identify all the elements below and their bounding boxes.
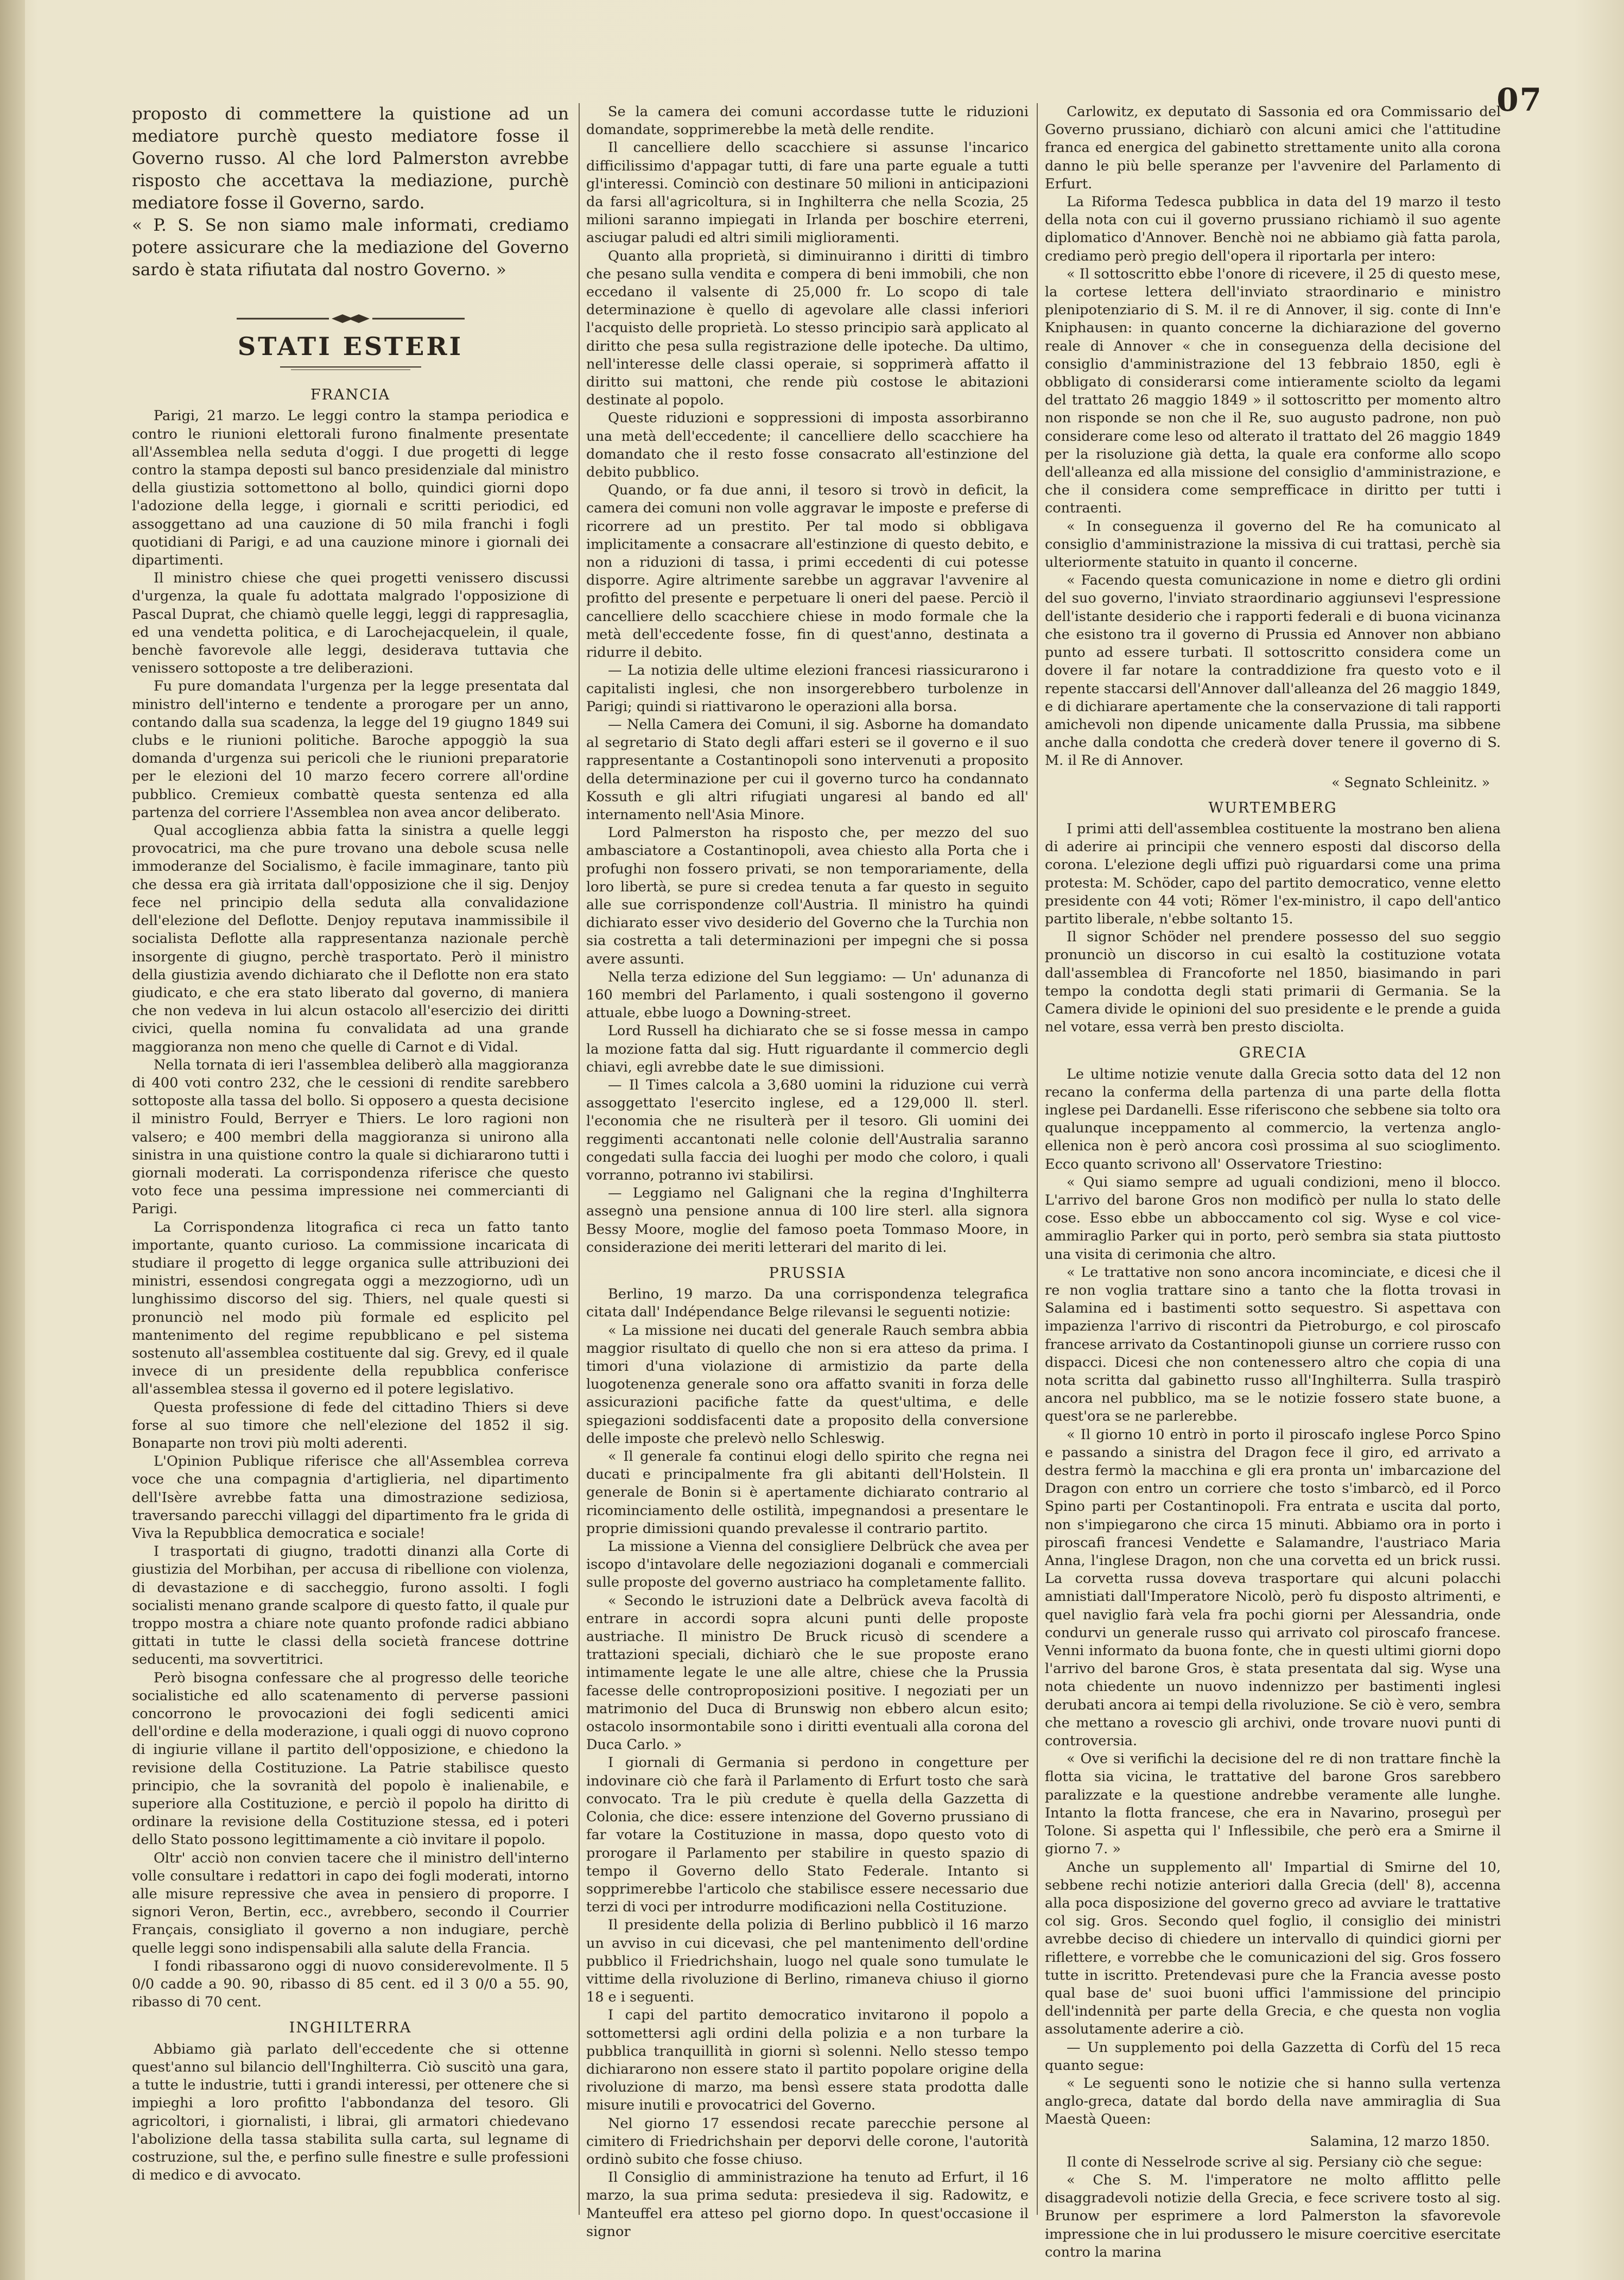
paragraph: « P. S. Se non siamo male informati, crediamo potere assicurare che la mediazione del Governo sardo è stata rifiutata dal nostro Governo. » — [132, 216, 569, 280]
paragraph: I fondi ribassarono oggi di nuovo considerevolmente. Il 5 0/0 cadde a 90. 90, ribasso di 85 cent. ed il 3 0/0 a 55. 90, ribasso di 70 cent. — [132, 1958, 569, 2011]
paragraph: Il presidente della polizia di Berlino pubblicò il 16 marzo un avviso in cui dicevasi, che pel mantenimento dell'ordine pubblico il Friedrichshain, luogo nel quale sono tumulate le vittime della rivoluzione di Berlino, rimaneva chiuso il giorno 18 e i seguenti. — [586, 1917, 1029, 2006]
paragraph: L'Opinion Publique riferisce che all'Assemblea correva voce che una compagnia d'artiglieria, nel dipartimento dell'Isère avrebbe fatta una dimostrazione sediziosa, traversando parecchi villaggi del dipartimento fra le grida di Viva la Repubblica democratica e sociale! — [132, 1453, 569, 1542]
paragraph: Se la camera dei comuni accordasse tutte le riduzioni domandate, sopprimerebbe la metà delle rendite. — [586, 104, 1029, 138]
paragraph: Il cancelliere dello scacchiere si assunse l'incarico difficilissimo d'appagar tutti, di fare una parte eguale a tutti gl'interessi. Cominciò con destinare 50 milioni in anticipazioni da farsi all'agricoltura, si in Inghilterra che nella Scozia, 25 milioni saranno impiegati in Irlanda per boschire eterreni, asciugar paludi ed altri simili miglioramenti. — [586, 140, 1029, 246]
paragraph: Abbiamo già parlato dell'eccedente che si ottenne quest'anno sul bilancio dell'Inghilterra. Ciò suscitò una gara, a tutte le industrie, tutti i grandi interessi, per ottenere che si impieghi a loro profitto l'abbondanza del tesoro. Gli agricoltori, i giornalisti, i librai, gli armatori chiedevano l'abolizione della tassa stabilita sulla carta, sul legname di costruzione, sul the, e perfino sulle finestre e sulle professioni di medico e di avvocato. — [132, 2041, 569, 2184]
dateline: Salamina, 12 marzo 1850. — [1310, 2133, 1490, 2149]
paragraph: Il Consiglio di amministrazione ha tenuto ad Erfurt, il 16 marzo, la sua prima seduta: presiedeva il sig. Radowitz, e Manteuffel era atteso pel giorno dopo. In quest'occasione il signor — [586, 2169, 1029, 2240]
paragraph: — Un supplemento poi della Gazzetta di Corfù del 15 reca quanto segue: — [1045, 2039, 1501, 2074]
paragraph: La Corrispondenza litografica ci reca un fatto tanto importante, quanto curioso. La commissione incaricata di studiare il progetto di legge organica sulle attribuzioni dei ministri, essendosi congregata oggi a mezzogiorno, udì un lunghissimo discorso del sig. Thiers, nel quale questi si pronunciò nel modo più formale ed esplicito pel mantenimento del regime repubblicano e pel sistema sostenuto all'assemblea costituente dal sig. Grevy, ed il quale invece di un presidente della repubblica conferisce all'assemblea stessa il governo ed il potere legislativo. — [132, 1219, 569, 1398]
paragraph: « Le seguenti sono le notizie che si hanno sulla vertenza anglo-greca, datate dal bordo della nave ammiraglia di Sua Maestà Queen: — [1045, 2075, 1501, 2128]
ornamental-rule — [237, 313, 465, 325]
paragraph: Lord Palmerston ha risposto che, per mezzo del suo ambasciatore a Costantinopoli, avea chiesto alla Porta che i profughi non fossero privati, se non temporariamente, della loro libertà, se pure si credea tenuta a far questo in seguito alle sue corrispondenze coll'Austria. Il ministro ha quindi dichiarato esser vivo desiderio del Governo che la Turchia non sia costretta a tali determinazioni per impegni che si possa avere assunti. — [586, 825, 1029, 967]
paragraph: La missione a Vienna del consigliere Delbrück che avea per iscopo d'intavolare delle negoziazioni doganali e commerciali sulle proposte del governo austriaco ha completamente fallito. — [586, 1538, 1029, 1591]
column-left — [132, 103, 569, 2220]
paragraph: « Il generale fa continui elogi dello spirito che regna nei ducati e principalmente fra gli abitanti dell'Holstein. Il generale de Bonin si è apertamente dichiarato contrario al ricominciamento delle ostilità, impegnandosi a presentare le proprie dimissioni quando prevalesse il contrario partito. — [586, 1448, 1029, 1537]
signature: « Segnato Schleinitz. » — [1331, 774, 1490, 790]
section-heading-france: FRANCIA — [310, 387, 390, 404]
paragraph: Il signor Schöder nel prendere possesso del suo seggio pronunciò un discorso in cui esaltò la costituzione votata dall'assemblea di Francoforte nel 1850, biasimando in pari tempo la condotta degli stati primarii di Germania. Se la Camera divide le opinioni del suo presidente e le prende a guida nel votare, essa verrà ben presto disciolta. — [1045, 929, 1501, 1036]
paragraph: Questa professione di fede del cittadino Thiers si deve forse al suo timore che nell'elezione del 1852 il sig. Bonaparte non trovi più molti aderenti. — [132, 1399, 569, 1452]
section-heading-wurtemberg: WURTEMBERG — [1208, 799, 1337, 816]
lead-text — [132, 103, 569, 281]
paragraph: Queste riduzioni e soppressioni di imposta assorbiranno una metà dell'eccedente; il cancelliere dello scacchiere ha domandato che il resto fosse consacrato all'estinzione del debito pubblico. — [586, 410, 1029, 481]
paragraph: « In conseguenza il governo del Re ha comunicato al consiglio d'amministrazione la missiva di cui trattasi, perchè sia ulteriormente statuito in quanto il concerne. — [1045, 518, 1501, 571]
column-divider — [579, 103, 580, 2215]
paragraph: Il conte di Nesselrode scrive al sig. Persiany ciò che segue: — [1067, 2154, 1482, 2170]
paragraph: Nella tornata di ieri l'assemblea deliberò alla maggioranza di 400 voti contro 232, che le cessioni di rendite sarebbero sottoposte alla tassa del bollo. Si opposero a questa decisione il ministro Fould, Berryer e Thiers. Le loro ragioni non valsero; e 400 membri della maggioranza si unirono alla sinistra in una quistione contro la quale si dichiararono tutti i giornali moderati. La corrispondenza riferisce che questo voto fece una pessima impressione nei commercianti di Parigi. — [132, 1056, 569, 1218]
paragraph: Lord Russell ha dichiarato che se si fosse messa in campo la mozione fatta dal sig. Hutt riguardante il commercio degli chiavi, egli avrebbe date le sue dimissioni. — [586, 1023, 1029, 1075]
paragraph: I primi atti dell'assemblea costituente la mostrano ben aliena di aderire ai principii che vennero esposti dal discorso della corona. L'elezione degli uffizi può riguardarsi come una prima protesta: M. Schöder, capo del partito democratico, venne eletto presidente con 44 voti; Römer l'ex-ministro, il capo dell'antico partito liberale, n'ebbe soltanto 15. — [1045, 820, 1501, 927]
column-middle — [586, 103, 1029, 2240]
paragraph: — La notizia delle ultime elezioni francesi riassicurarono i capitalisti inglesi, che non insorgerebbero turbolenze in Parigi; quindi si riattivarono le operazioni alla borsa. — [586, 662, 1029, 715]
paragraph: I trasportati di giugno, tradotti dinanzi alla Corte di giustizia del Morbihan, per accusa di ribellione con violenza, di devastazione e di saccheggio, furono assolti. I fogli socialisti menano grande scalpore di questo fatto, il quale pur troppo mostra a chiare note quanto profonde radici abbiano gittati in tutte le classi della società francese dottrine seducenti, ma sovvertitrici. — [132, 1543, 569, 1668]
paragraph: Nella terza edizione del Sun leggiamo: — Un' adunanza di 160 membri del Parlamento, i quali sostengono il governo attuale, ebbe luogo a Downing-street. — [586, 968, 1029, 1022]
paragraph: — Nella Camera dei Comuni, il sig. Asborne ha domandato al segretario di Stato degli affari esteri se il governo e il suo rappresentante a Costantinopoli sono intervenuti a proposito della determinazione per cui il governo turco ha condannato Kossuth e gli altri rifugiati ungaresi al bando ed all' internamento nell'Asia Minore. — [586, 716, 1029, 823]
section-heading-greece: GRECIA — [1239, 1044, 1307, 1062]
page-number: 07 — [1496, 81, 1543, 118]
paragraph: « Il giorno 10 entrò in porto il piroscafo inglese Porco Spino e passando a sinistra del Dragon fece il giro, ed arrivato a destra fermò la macchina e gli era pronta un' imbarcazione del Dragon con entro un corriere che tosto s'imbarcò, ed il Porco Spino parti per Costantinopoli. Fra entrata e uscita dal porto, non s'impiegarono che circa 15 minuti. Abbiamo ora in porto i piroscafi francesi Vendette e Salamandre, l'austriaco Maria Anna, l'inglese Dragon, non che una corvetta ed un brick russi. La corvetta russa doveva trasportare qui alcuni polacchi amnistiati dall'Imperatore Nicolò, però fu disposto altrimenti, e quel naviglio farà vela fra pochi giorni per Alessandria, onde condurvi un generale russo qui arrivato col piroscafo francese. Venni informato da buona fonte, che in questi ultimi giorni dopo l'arrivo del barone Gros, è stata presentata dal sig. Wyse una nota chiedente un nuovo indennizzo per bastimenti inglesi derubati ancora ai tempi della rivoluzione. Se ciò è vero, sembra che mettano a rovescio gli archivi, onde trovare nuovi punti di controversia. — [1045, 1426, 1501, 1750]
title-underline — [280, 365, 421, 371]
paragraph: « Il sottoscritto ebbe l'onore di ricevere, il 25 di questo mese, la cortese lettera dell'inviato straordinario e ministro plenipotenziario di S. M. il re di Annover, il sig. conte di Inn'e Kniphausen: in quanto concerne la dichiarazione del governo reale di Annover « che in conseguenza della decisione del consiglio d'amministrazione del 13 febbraio 1850, egli è obbligato di considerarsi come intieramente sciolto da legami del trattato 26 maggio 1849 » il sottoscritto per momento altro non risponde se non che il Re, suo augusto padrone, non può considerare come leso od alterato il trattato del 26 maggio 1849 per la risoluzione già detta, la quale era conforme allo scopo dell'alleanza ed alla missione del consiglio d'amministrazione, e che il considera come semprefficace in diritto per tutti i contraenti. — [1045, 265, 1501, 517]
paragraph: Il ministro chiese che quei progetti venissero discussi d'urgenza, la quale fu adottata malgrado l'opposizione di Pascal Duprat, che chiamò quelle leggi, leggi di rappresaglia, ed una vendetta politica, e di Larochejacquelein, il quale, benchè favorevole alle leggi, desiderava tuttavia che venissero sottoposte a tre deliberazioni. — [132, 570, 569, 677]
paragraph: Carlowitz, ex deputato di Sassonia ed ora Commissario del Governo prussiano, dichiarò con alcuni amici che l'attitudine franca ed energica del gabinetto strettamente unito alla corona danno le più belle speranze per l'avvenire del Parlamento di Erfurt. — [1045, 104, 1501, 192]
column-divider — [1037, 103, 1038, 2215]
paragraph: Qual accoglienza abbia fatta la sinistra a quelle leggi provocatrici, ma che pure trovano una debole scusa nelle immoderanze del Socialismo, è facile immaginare, tanto più che dessa era già irritata dall'opposizione che il sig. Denjoy fece nel principio della seduta alla convalidazione dell'elezione del Deflotte. Denjoy reputava inammissibile il socialista Deflotte alla rappresentanza nazionale perchè insorgente di giugno, perchè trasportato. Però il ministro della giustizia avendo dichiarato che il Deflotte non era stato giudicato, e che era stato liberato dal governo, di maniera che non vedeva in lui alcun ostacolo all'esercizio dei diritti civici, quella nomina fu convalidata ad una grande maggioranza non meno che quelle di Carnot e di Vidal. — [132, 822, 569, 1055]
section-heading-england: INGHILTERRA — [289, 2019, 412, 2037]
paragraph: Quando, or fa due anni, il tesoro si trovò in deficit, la camera dei comuni non volle aggravar le imposte e preferse di ricorrere ad un prestito. Per tal modo si obbligava implicitamente a consacrare all'estinzione di questo debito, e non a riduzioni di tassa, i primi eccedenti di cui potesse disporre. Agire altrimente sarebbe un aggravar l'avvenire al profitto del presente e perpetuare li oneri del paese. Perciò il cancelliere dello scacchiere chiese in modo formale che la metà dell'eccedente fosse, fin di quest'anno, destinata a ridurre il debito. — [586, 482, 1029, 661]
paragraph: — Leggiamo nel Galignani che la regina d'Inghilterra assegnò una pensione annua di 100 lire sterl. alla signora Bessy Moore, moglie del famoso poeta Tommaso Moore, in considerazione dei meriti letterari del marito di lei. — [586, 1185, 1029, 1256]
paragraph: « Secondo le istruzioni date a Delbrück aveva facoltà di entrare in accordi sopra alcuni punti delle proposte austriache. Il ministro De Bruck ricusò di scendere a trattazioni speciali, dichiarò che le sue proposte erano intimamente legate le une alle altre, chiese che la Prussia facesse delle controproposizioni positive. I negoziati per un matrimonio del Duca di Brunswig non ebbero alcun esito; ostacolo insormontabile sono i diritti eventuali alla corona del Duca Carlo. » — [586, 1592, 1029, 1753]
paragraph: proposto di commettere la quistione ad un mediatore purchè questo mediatore fosse il Governo russo. Al che lord Palmerston avrebbe risposto che accettava la mediazione, purchè mediatore fosse il Governo, sardo. — [132, 104, 569, 213]
column-right — [1045, 103, 1501, 2260]
paragraph: I giornali di Germania si perdono in congetture per indovinare ciò che farà il Parlamento di Erfurt tosto che sarà convocato. Tra le più credute è quella della Gazzetta di Colonia, che dice: essere intenzione del Governo prussiano di far votare la Costituzione in massa, dopo questo voto di prorogare il Parlamento per stabilire in questo spazio di tempo il Governo dello Stato Federale. Intanto si sopprimerebbe l'articolo che stabilisce essere necessario due terzi di voci per introdurre modificazioni nella Costituzione. — [586, 1755, 1029, 1916]
paragraph: Anche un supplemento all' Impartial di Smirne del 10, sebbene rechi notizie anteriori dalla Grecia (dell' 8), accenna alla poca disposizione del governo greco ad avviare le trattative col sig. Gros. Secondo quel foglio, il consiglio dei ministri avrebbe deciso di chiedere un intervallo di quindici giorni per riflettere, e vorrebbe che le comunicazioni del sig. Gros fossero tutte in iscritto. Pretendevasi pure che la Francia avesse posto qual base de' suoi buoni uffici l'ammissione del principio dell'indennità per parte della Grecia, e che questa non voglia assolutamente aderire a ciò. — [1045, 1859, 1501, 2038]
paragraph: « Le trattative non sono ancora incominciate, e dicesi che il re non voglia trattare sino a tanto che la flotta trovasi in Salamina ed i bastimenti sotto sequestro. Si aspettava con impazienza l'arrivo di riscontri da Pietroburgo, e col piroscafo francese arrivato da Costantinopoli giunse un corriere russo con dispacci. Dicesi che non contenessero altro che copia di una nota scritta dal gabinetto russo all'Inghilterra. Sulla traspirò ancora nel pubblico, ma se le notizie fossero state buone, a quest'ora se ne parlerebbe. — [1045, 1264, 1501, 1425]
paragraph: « Ove si verifichi la decisione del re di non trattare finchè la flotta sia vicina, le trattative del barone Gros sarebbero paralizzate e la questione andrebbe veramente alle lunghe. Intanto la flotta francese, che era in Navarino, proseguì per Tolone. Si aspetta qui l' Inflessibile, che però era a Smirne il giorno 7. » — [1045, 1751, 1501, 1858]
paragraph: Oltr' acciò non convien tacere che il ministro dell'interno volle consultare i redattori in capo dei fogli moderati, intorno alle misure repressive che avea in pensiero di proporre. I signori Veron, Bertin, ecc., avrebbero, secondo il Courrier Français, consigliato il governo a non indugiare, perchè quelle leggi sono indispensabili alla salute della Francia. — [132, 1850, 569, 1956]
paragraph: « Qui siamo sempre ad uguali condizioni, meno il blocco. L'arrivo del barone Gros non modificò per nulla lo stato delle cose. Esso ebbe un abboccamento col sig. Wyse e col vice-ammiraglio Parker qui in porto, però sembra sia stata piuttosto una visita di cerimonia che altro. — [1045, 1174, 1501, 1263]
paragraph: Fu pure domandata l'urgenza per la legge presentata dal ministro dell'interno e tendente a prorogare per un anno, contando dalla sua scadenza, la legge del 19 giugno 1849 sui clubs e le riunioni politiche. Baroche appoggiò la sua domanda d'urgenza sui pericoli che le riunioni preparatorie per le elezioni del 10 marzo fecero correre all'ordine pubblico. Cremieux combattè questa sentenza ed alla partenza del corriere l'Assemblea non avea ancor deliberato. — [132, 678, 569, 821]
paragraph: I capi del partito democratico invitarono il popolo a sottomettersi agli ordini della polizia e a non turbare la pubblica tranquillità in giorni sì solenni. Nello stesso tempo dichiararono non essere stato il partito popolare origine della rivoluzione di marzo, ma bensì essere stata prodotta dalle misure inutili e provocatrici del Governo. — [586, 2007, 1029, 2114]
binding-edge — [0, 0, 25, 2280]
paragraph: La Riforma Tedesca pubblica in data del 19 marzo il testo della nota con cui il governo prussiano richiamò il suo agente diplomatico d'Annover. Benchè noi ne abbiamo già fatta parola, crediamo però pregio dell'opera il riportarla per intero: — [1045, 194, 1501, 264]
paragraph: « Che S. M. l'imperatore ne molto afflitto pelle disaggradevoli notizie della Grecia, e fece scrivere tosto al sig. Brunow per esprimere a lord Palmerston la sfavorevole impressione che in lui produssero le misure coercitive esercitate contro la marina — [1045, 2171, 1501, 2260]
paragraph: Però bisogna confessare che al progresso delle teoriche socialistiche ed allo scatenamento di perverse passioni concorrono le provocazioni dei fogli sedicenti amici dell'ordine e della moderazione, i quali oggi di nuovo coprono di ingiurie villane il partito dell'opposizione, e chiedono la revisione della Costituzione. La Patrie stabilisce questo principio, che la sovranità del popolo è inalienabile, e superiore alla Costituzione, e perciò il popolo ha diritto di ordinare la revisione della Costituzione stessa, ed i poteri dello Stato possono legittimamente a ciò invitare il popolo. — [132, 1669, 569, 1848]
section-heading-prussia: PRUSSIA — [769, 1265, 846, 1282]
paragraph: Parigi, 21 marzo. Le leggi contro la stampa periodica e contro le riunioni elettorali furono finalmente presentate all'Assemblea nella seduta d'oggi. I due progetti di legge contro la stampa deposti sul banco presidenziale dal ministro della giustizia sottomettono al bollo, quindici giorni dopo l'adozione della legge, i giornali e scritti periodici, ed assoggettano ad una cauzione di 50 mila franchi i fogli quotidiani di Parigi, e ad una cauzione minore i giornali dei dipartimenti. — [132, 408, 569, 569]
section-title: STATI ESTERI — [237, 332, 464, 361]
paragraph: — Il Times calcola a 3,680 uomini la riduzione cui verrà assoggettato l'esercito inglese, ed a 129,000 ll. sterl. l'economia che ne risulterà per il tesoro. Gli uomini dei reggimenti accantonati nelle colonie dell'Australia saranno congedati sulla faccia dei luoghi per modo che coloro, i quali vorranno, potranno ivi stabilirsi. — [586, 1076, 1029, 1183]
paragraph: « Facendo questa comunicazione in nome e dietro gli ordini del suo governo, l'inviato straordinario aggiunsevi l'espressione dell'istante desiderio che i rapporti federali e di buona vicinanza che esistono tra il governo di Prussia ed Annover non abbiano punto ad essere turbati. Il sottoscritto considera come un dovere il far notare la contraddizione fra questo voto e il repente staccarsi dell'Annover dall'alleanza del 26 maggio 1849, e di dichiarare apertamente che la conservazione di tali rapporti amichevoli non dipende unicamente dalla Prussia, ma sibbene anche dalla condotta che crederà dover tenere il governo di S. M. il Re di Annover. — [1045, 572, 1501, 769]
paragraph: Quanto alla proprietà, si diminuiranno i diritti di timbro che pesano sulla vendita e compera di beni immobili, che non eccedano il valsente di 25,000 fr. Lo scopo di tale determinazione è quello di agevolare alle classi inferiori l'acquisto delle proprietà. Lo stesso principio sarà applicato al diritto che pesa sulla registrazione delle ipoteche. Da ultimo, nell'interesse delle classi operaie, si sopprimerà affatto il diritto sui mattoni, che rende più costose le abitazioni destinate al popolo. — [586, 248, 1029, 409]
paragraph: Nel giorno 17 essendosi recate parecchie persone al cimitero di Friedrichshain per deporvi delle corone, l'autorità ordinò subito che fosse chiuso. — [586, 2115, 1029, 2168]
paragraph: « La missione nei ducati del generale Rauch sembra abbia maggior risultato di quello che non si era atteso da prima. I timori d'una violazione di armistizio da parte della luogotenenza generale sono ora affatto svaniti in forza delle assicurazioni pacifiche fatte da quest'ultima, e delle spiegazioni soddisfacenti date a proposito della conversione delle imposte che prelevò nello Schleswig. — [586, 1322, 1029, 1447]
paragraph: Berlino, 19 marzo. Da una corrispondenza telegrafica citata dall' Indépendance Belge rilevansi le seguenti notizie: — [586, 1286, 1029, 1321]
paragraph: Le ultime notizie venute dalla Grecia sotto data del 12 non recano la conferma della partenza di una parte della flotta inglese pei Dardanelli. Esse riferiscono che sebbene sia tolto ora qualunque inceppamento al commercio, la vertenza anglo-ellenica non è però ancora così prossima al suo scioglimento. Ecco quanto scrivono all' Osservatore Triestino: — [1045, 1066, 1501, 1173]
